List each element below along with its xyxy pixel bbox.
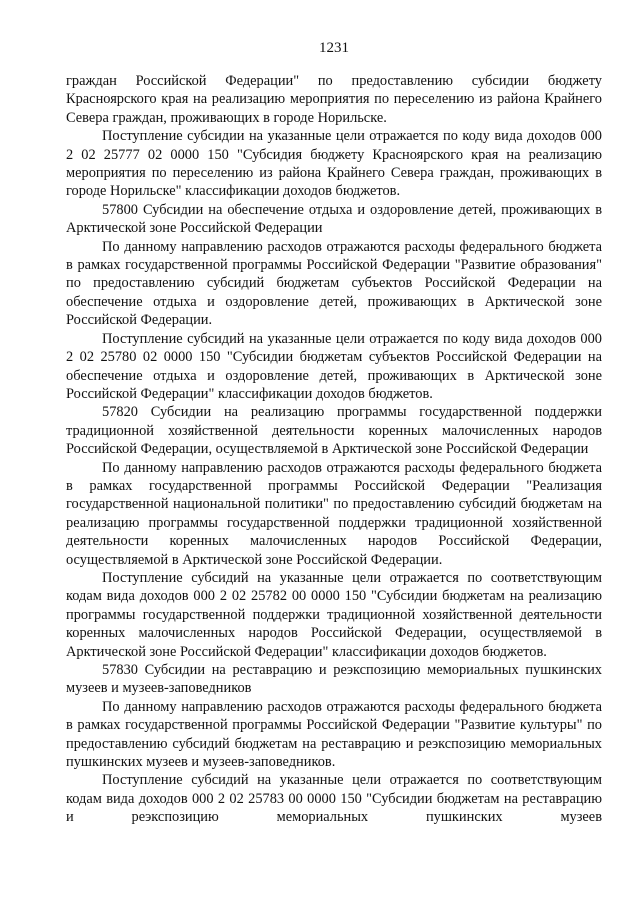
paragraph-revenue-code-25777: Поступление субсидии на указанные цели отражается по коду вида доходов 000 2 02 25777 02 0000 150 "Субсидия бюджету Красноярского края на реализацию мероприятия по переселению из района Крайнего Севера граждан, проживающих в городе Норильске" классификации доходов бюджетов. xyxy=(66,128,602,200)
paragraph-expense-57830: По данному направлению расходов отражаются расходы федерального бюджета в рамках государственной программы Российской Федерации "Развитие культуры" по предоставлению субсидий бюджетам на реставрацию и реэкспозицию мемориальных пушкинских музеев и музеев-заповедников. xyxy=(66,698,602,771)
paragraph-expense-57800: По данному направлению расходов отражаются расходы федерального бюджета в рамках государственной программы Российской Федерации "Развитие образования" по предоставлению субсидий бюджетам субъектов Российской Федерации на обеспечение отдыха и оздоровление детей, проживающих в Арктической зоне Российской Федерации. xyxy=(66,238,602,329)
paragraph-revenue-code-25780: Поступление субсидий на указанные цели отражается по коду вида доходов 000 2 02 25780 02 0000 150 "Субсидии бюджетам субъектов Российской Федерации на обеспечение отдыха и оздоровление детей, проживающих в Арктической зоне Российской Федерации" классификации доходов бюджетов. xyxy=(66,330,602,402)
paragraph-revenue-code-25782: Поступление субсидий на указанные цели отражается по соответствующим кодам вида доходов 000 2 02 25782 00 0000 150 "Субсидии бюджетам на реализацию программы государственной поддержки традиционной хозяйственной деятельности коренных малочисленных народов Российской Федерации, осуществляемой в Арктической зоне Российской Федерации" классификации доходов бюджетов. xyxy=(66,569,602,660)
page-number: 1231 xyxy=(319,40,349,56)
section-heading-57800: 57800 Субсидии на обеспечение отдыха и оздоровление детей, проживающих в Арктической зоне Российской Федерации xyxy=(66,201,602,237)
paragraph-expense-57820: По данному направлению расходов отражаются расходы федерального бюджета в рамках государственной программы Российской Федерации "Реализация государственной национальной политики" по предоставлению субсидий бюджетам на реализацию программы государственной поддержки традиционной хозяйственной деятельности коренных малочисленных народов Российской Федерации, осуществляемой в Арктической зоне Российской Федерации. xyxy=(66,459,602,568)
paragraph-continuation: граждан Российской Федерации" по предоставлению субсидии бюджету Красноярского края на реализацию мероприятия по переселению из района Крайнего Севера граждан, проживающих в городе Норильске. xyxy=(66,73,602,126)
document-body xyxy=(66,72,602,827)
paragraph-revenue-code-25783: Поступление субсидий на указанные цели отражается по соответствующим кодам вида доходов 000 2 02 25783 00 0000 150 "Субсидии бюджетам на реставрацию и реэкспозицию мемориальных пушкинских музеев xyxy=(66,772,602,826)
section-heading-57820: 57820 Субсидии на реализацию программы государственной поддержки традиционной хозяйственной деятельности коренных малочисленных народов Российской Федерации, осуществляемой в Арктической зоне Российской Федерации xyxy=(66,404,602,458)
section-heading-57830: 57830 Субсидии на реставрацию и реэкспозицию мемориальных пушкинских музеев и музеев-заповедников xyxy=(66,662,602,697)
